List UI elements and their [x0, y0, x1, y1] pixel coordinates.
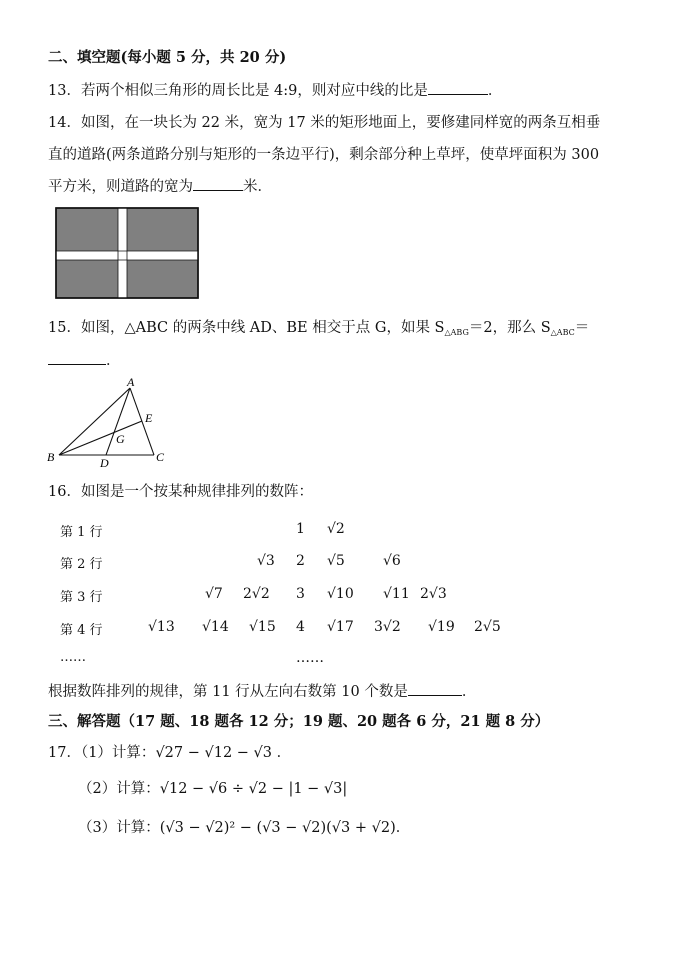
- matrix-cell: √13: [148, 619, 175, 635]
- question-14-line-1: 14．如图，在一块长为 22 米，宽为 17 米的矩形地面上，要修建同样宽的两条互相垂: [48, 115, 601, 131]
- answer-blank-15[interactable]: [48, 350, 106, 365]
- answer-blank-16[interactable]: [408, 681, 462, 696]
- question-13-text: 13．若两个相似三角形的周长比是 4:9，则对应中线的比是: [48, 83, 428, 99]
- question-17-part-3-expression: (√3 − √2)² − (√3 − √2)(√3 + √2)．: [159, 820, 411, 836]
- road-figure: [55, 207, 200, 300]
- matrix-cell: √17: [327, 619, 354, 635]
- question-17-part-3-label: （3）计算：: [78, 820, 160, 836]
- question-17-part-2-expression: √12 − √6 ÷ √2 − |1 − √3|: [159, 781, 348, 797]
- question-15-text-b: ＝2，那么 S: [468, 320, 551, 336]
- point-label-e: E: [145, 411, 153, 425]
- matrix-cell: √2: [327, 521, 345, 537]
- matrix-cell: √10: [327, 586, 354, 602]
- vertex-label-c: C: [156, 450, 165, 464]
- matrix-cell: √5: [327, 553, 345, 569]
- answer-blank-14[interactable]: [193, 176, 243, 191]
- question-16: 16．如图是一个按某种规律排列的数阵：: [48, 484, 313, 500]
- question-17-part-2-label: （2）计算：: [78, 781, 160, 797]
- matrix-mid: 2: [296, 553, 305, 569]
- row-label: 第 1 行: [60, 525, 103, 540]
- point-label-d: D: [100, 456, 109, 468]
- vertex-label-b: B: [47, 450, 55, 464]
- section-3-title: 三、解答题（17 题、18 题各 12 分；19 题、20 题各 6 分，21 题 8 分）: [48, 713, 550, 730]
- question-15: [48, 318, 589, 340]
- matrix-mid: 1: [296, 521, 305, 537]
- area-subscript-abg: △ABG: [444, 328, 469, 337]
- matrix-cell: √7: [205, 586, 223, 602]
- question-17-part-2: [78, 779, 347, 799]
- question-14-line-2: 直的道路(两条道路分别与矩形的一条边平行)，剩余部分种上草坪，使草坪面积为 300: [48, 147, 600, 163]
- matrix-cell: √11: [383, 586, 410, 602]
- matrix-cell: 2√5: [474, 619, 501, 635]
- question-15-answer-line: [48, 350, 121, 371]
- question-17-part-1: [48, 743, 291, 763]
- question-14-end: 米．: [243, 179, 272, 195]
- matrix-cell: 3√2: [374, 619, 401, 635]
- question-16-rule-end: ．: [461, 684, 477, 700]
- matrix-cell: √6: [383, 553, 401, 569]
- question-17-part-3: [78, 818, 410, 838]
- section-2-title: 二、填空题(每小题 5 分，共 20 分): [48, 49, 287, 66]
- matrix-cell: √3: [257, 553, 275, 569]
- question-16-rule-text: 根据数阵排列的规律，第 11 行从左向右数第 10 个数是: [48, 684, 408, 700]
- matrix-cell: √19: [428, 619, 455, 635]
- vertex-label-a: A: [127, 376, 135, 389]
- answer-blank-13[interactable]: [428, 80, 488, 95]
- question-14-line-3: [48, 176, 272, 197]
- row-label: 第 4 行: [60, 623, 103, 638]
- question-16-rule: [48, 681, 476, 702]
- question-15-end: ．: [106, 353, 121, 369]
- matrix-cell: 2√2: [243, 586, 270, 602]
- matrix-cell: √14: [202, 619, 229, 635]
- matrix-cell: 2√3: [420, 586, 447, 602]
- matrix-cell: √15: [249, 619, 276, 635]
- question-15-text-a: 15．如图，△ABC 的两条中线 AD、BE 相交于点 G，如果 S: [48, 320, 445, 336]
- matrix-dots-left: ……: [60, 650, 86, 665]
- area-subscript-abc: △ABC: [550, 328, 575, 337]
- row-label: 第 2 行: [60, 557, 103, 572]
- question-17-part-1-expression: √27 − √12 − √3 ．: [155, 745, 292, 761]
- question-14-text: 平方米，则道路的宽为: [48, 179, 193, 195]
- matrix-mid: 3: [296, 586, 305, 602]
- matrix-mid: 4: [296, 619, 305, 635]
- question-17-part-1-label: 17．（1）计算：: [48, 745, 156, 761]
- question-15-text-c: ＝: [574, 320, 590, 336]
- point-label-g: G: [116, 432, 125, 446]
- question-13-end: ．: [487, 83, 503, 99]
- median-be: [59, 421, 142, 455]
- matrix-dots-mid: ……: [296, 650, 324, 666]
- question-13: [48, 80, 502, 101]
- row-label: 第 3 行: [60, 590, 103, 605]
- triangle-figure: [44, 376, 174, 468]
